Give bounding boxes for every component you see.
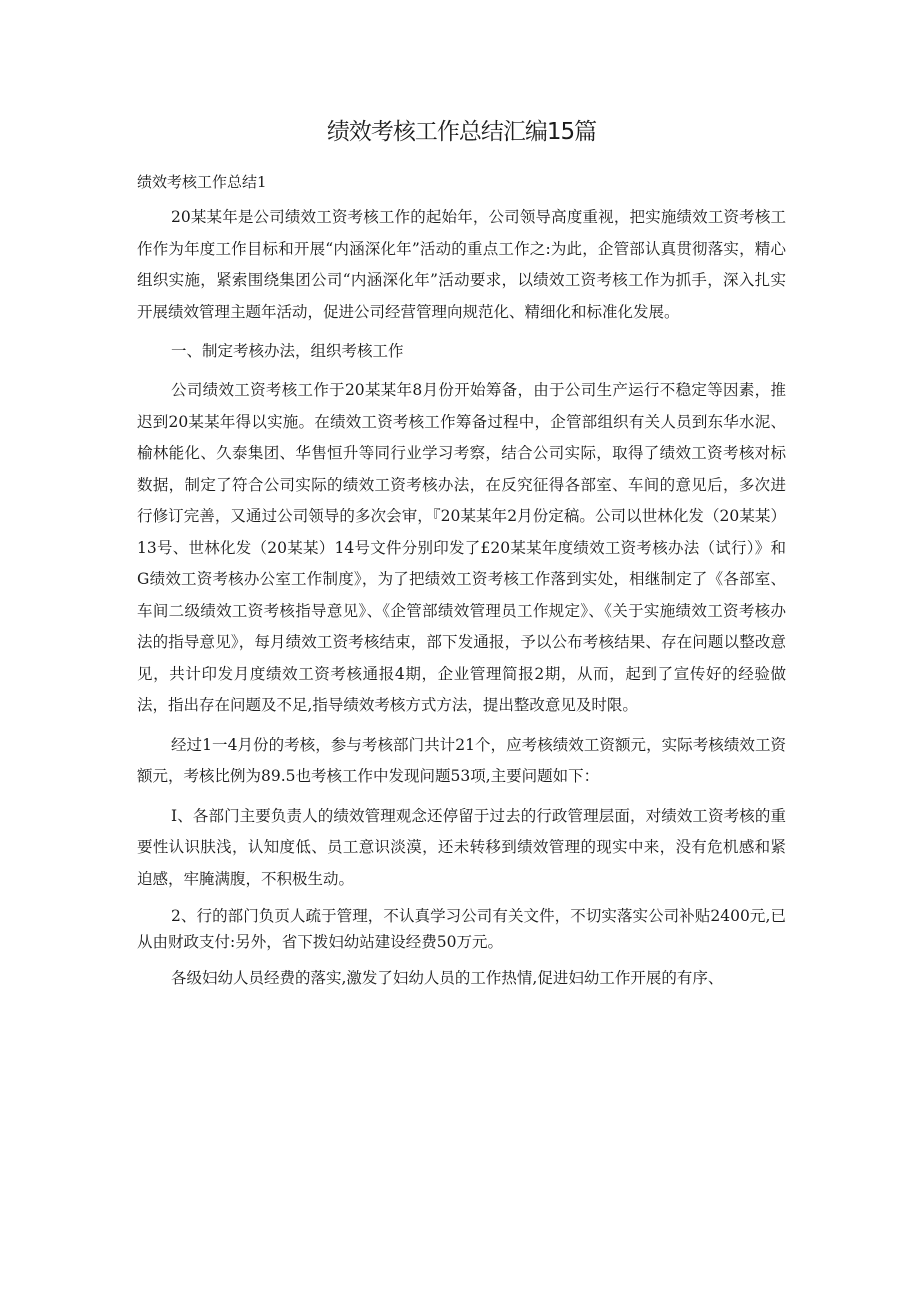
paragraph-method: 公司绩效工资考核工作于20某某年8月份开始筹备，由于公司生产运行不稳定等因素，推迟到20某某年得以实施。在绩效工资考核工作筹备过程中，企管部组织有关人员到东华水泥、榆林能化、久泰集团、华售恒升等同行业学习考察，结合公司实际，取得了绩效工资考核对标数据，制定了符合公司实际的绩效工资考核办法，在反究征得各部室、车间的意见后，多次进行修订完善，又通过公司领导的多次会审，『20某某年2月份定稿。公司以世林化发（20某某）13号、世林化发（20某某）14号文件分别印发了£20某某年度绩效工资考核办法（试行）》和G绩效工资考核办公室工作制度》，为了把绩效工资考核工作落到实处，相继制定了《各部室、车间二级绩效工资考核指导意见》、《企管部绩效管理员工作规定》、《关于实施绩效工资考核办法的指导意见》，每月绩效工资考核结束，部下发通报，予以公布考核结果、存在问题以整改意见，共计印发月度绩效工资考核通报4期，企业管理简报2期，从而，起到了宣传好的经验做法，指出存在问题及不足,指导绩效考核方式方法，提出整改意见及时限。 (137, 381, 786, 714)
paragraph-funding: 各级妇幼人员经费的落实,激发了妇幼人员的工作热情,促进妇幼工作开展的有序、 (171, 969, 724, 987)
document-title: 绩效考核工作总结汇编15篇 (326, 119, 597, 145)
paragraph-issue-1: I、各部门主要负责人的绩效管理观念还停留于过去的行政管理层面，对绩效工资考核的重要性认识肤浅，认知度低、员工意识淡漠，还未转移到绩效管理的现实中来，没有危机感和紧迫感，牢腌满腹，不积极生动。 (137, 806, 786, 888)
paragraph-results: 经过1一4月份的考核，参与考核部门共计21个，应考核绩效工资额元，实际考核绩效工资额元，考核比例为89.5也考核工作中发现问题53项,主要问题如下： (137, 735, 786, 785)
paragraph-intro: 20某某年是公司绩效工资考核工作的起始年，公司领导高度重视，把实施绩效工资考核工作作为年度工作目标和开展“内涵深化年”活动的重点工作之:为此，企管部认真贯彻落实，精心组织实施，紧索围绕集团公司“内涵深化年”活动要求，以绩效工资考核工作为抓手，深入扎实开展绩效管理主题年活动，促进公司经营管理向规范化、精细化和标准化发展。 (137, 208, 786, 321)
section-subtitle: 绩效考核工作总结1 (137, 173, 267, 191)
paragraph-issue-2: 2、行的部门负页人疏于管理，不认真学习公司有关文件，不切实落实公司补贴2400元,已从由财政支付:另外，省下拨妇幼站建设经费50万元。 (137, 907, 786, 951)
section-heading: 一、制定考核办法，组织考核工作 (171, 342, 404, 360)
